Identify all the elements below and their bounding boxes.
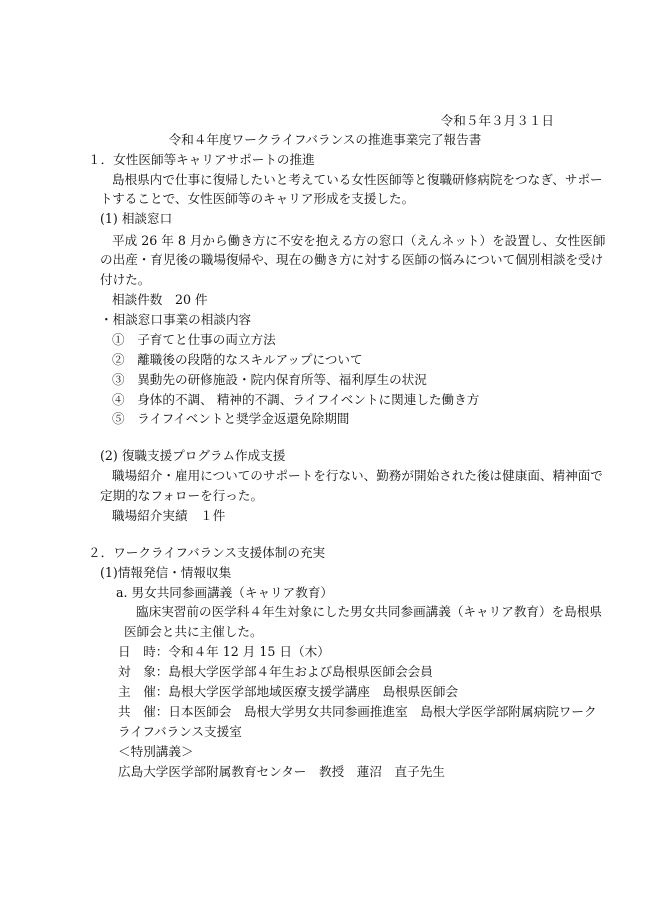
- special-lecturer: 広島大学医学部附属教育センター 教授 蓮沼 直子先生: [118, 764, 445, 779]
- subsection-info-heading: (1)情報発信・情報収集: [100, 565, 232, 580]
- consultation-item: ④ 身体的不調、 精神的不調、ライフイベントに関連した働き方: [112, 392, 480, 407]
- consultation-item: ① 子育てと仕事の両立方法: [112, 332, 276, 347]
- special-lecture-heading: ＜特別講義＞: [118, 744, 194, 759]
- consultation-content-heading: ・相談窓口事業の相談内容: [100, 312, 252, 327]
- section1-heading: １．女性医師等キャリアサポートの推進: [88, 152, 315, 167]
- section2-heading: ２．ワークライフバランス支援体制の充実: [88, 545, 326, 560]
- subsection-return-support-heading: (2) 復職支援プログラム作成支援: [100, 448, 286, 463]
- consultation-body-line3: 付けた。: [100, 272, 151, 287]
- consultation-body-line2: の出産・育児後の職場復帰や、現在の働き方に対する医師の悩みについて個別相談を受け: [100, 252, 604, 267]
- lecture-detail: 主 催：島根大学医学部地域医療支援学講座 島根県医師会: [118, 684, 459, 699]
- consultation-item: ② 離職後の段階的なスキルアップについて: [112, 352, 363, 367]
- lecture-detail: 日 時：令和４年 12 月 15 日（木）: [118, 644, 330, 659]
- consultation-body-line1: 平成 26 年 8 月から働き方に不安を抱える方の窓口（えんネット）を設置し、女性医師: [112, 233, 606, 248]
- lecture-detail: 共 催：日本医師会 島根大学男女共同参画推進室 島根大学医学部附属病院ワーク: [118, 704, 597, 719]
- lecture-body-line2: 医師会と共に主催した。: [124, 624, 263, 639]
- subsection-consultation-heading: (1) 相談窓口: [100, 211, 173, 226]
- lecture-detail: 対 象：島根大学医学部４年生および島根県医師会会員: [118, 664, 433, 679]
- report-title: 令和４年度ワークライフバランスの推進事業完了報告書: [168, 132, 482, 147]
- return-support-body-line1: 職場紹介・雇用についてのサポートを行ない、勤務が開始された後は健康面、精神面で: [112, 468, 603, 483]
- return-support-result: 職場紹介実績 １件: [112, 508, 226, 523]
- report-date: 令和５年３月３１日: [440, 113, 554, 128]
- return-support-body-line2: 定期的なフォローを行った。: [100, 488, 264, 503]
- lecture-item-a: a. 男女共同参画講義（キャリア教育）: [116, 585, 334, 600]
- section1-intro-line1: 島根県内で仕事に復帰したいと考えている女性医師等と復職研修病院をつなぎ、サポー: [112, 172, 603, 187]
- consultation-item: ③ 異動先の研修施設・院内保育所等、福利厚生の状況: [112, 372, 427, 387]
- lecture-detail-continuation: ライフバランス支援室: [118, 724, 242, 739]
- section1-intro-line2: トすることで、女性医師等のキャリア形成を支援した。: [100, 191, 415, 206]
- consultation-item: ⑤ ライフイベントと奨学金返還免除期間: [112, 411, 350, 426]
- consultation-count: 相談件数 20 件: [112, 292, 208, 307]
- lecture-body-line1: 臨床実習前の医学科４年生対象にした男女共同参画講義（キャリア教育）を島根県: [136, 604, 602, 619]
